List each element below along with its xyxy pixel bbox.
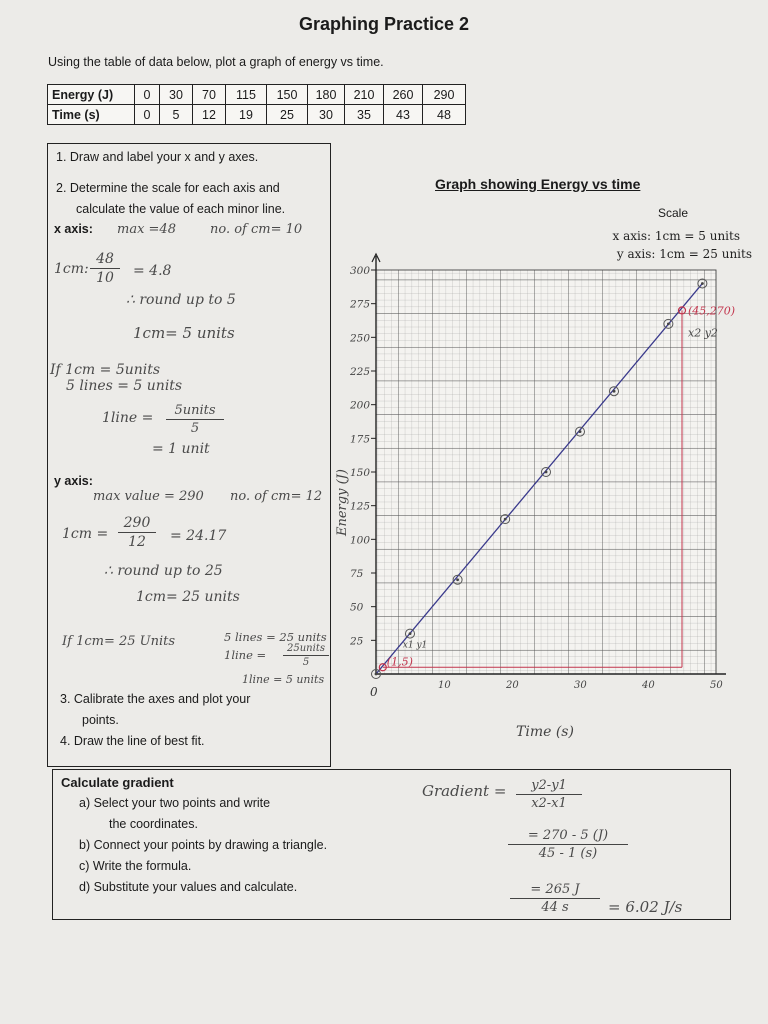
x-line-fraction [166,403,224,436]
energy-time-graph [330,246,768,746]
page-title: Graphing Practice 2 [298,14,470,34]
y-line-num: 25units [287,643,325,654]
y-tick-label: 100 [350,534,371,547]
y-tick-label: 250 [350,332,371,345]
y-tick-label: 75 [350,568,364,580]
y-5lines-note: 5 lines = 25 units [224,630,327,644]
scale-title: Scale [657,206,688,220]
y-tick-label: 300 [350,265,371,277]
y-max-note: max value = 290 [93,489,204,504]
gradient-label: Gradient = [422,782,507,800]
graph-title: Graph showing Energy vs time [435,176,641,192]
table-cell: 30 [160,85,193,105]
calc-title: Calculate gradient [61,775,174,790]
data-point-dot [579,430,582,433]
data-point-dot [701,282,704,285]
table-cell: 0 [135,85,160,105]
y-tick-label: 275 [350,298,371,311]
y-line-fraction [283,643,329,668]
x-1line-label: 1line = [102,410,154,426]
y-tick-label: 50 [350,601,364,614]
time-header: Time (s) [48,105,135,125]
x1y1-label: x1 y1 [402,640,428,651]
fraction-bar [166,419,224,420]
table-cell: 210 [345,85,384,105]
substitution-num: = 270 - 5 (J) [527,828,609,843]
instruction-text: Using the table of data below, plot a graph of energy vs time. [48,55,384,69]
x-tick-label: 20 [506,680,519,691]
y-1cm-label: 1cm = [62,526,109,542]
x-1cm-5-note: 1cm= 5 units [133,324,235,342]
formula-den: x2-x1 [531,796,567,811]
table-cell: 5 [160,105,193,125]
data-point-dot [504,518,507,521]
y-tick-label: 175 [350,433,371,446]
y-1line-label: 1line = [224,648,267,662]
energy-row [48,85,466,105]
calc-step-d: d) Substitute your values and calculate. [79,880,298,894]
table-cell: 115 [226,85,267,105]
table-cell: 0 [135,105,160,125]
scale-x: x axis: 1cm = 5 units [612,229,740,243]
data-point-dot [545,471,548,474]
fraction-bar [90,268,120,269]
calc-step-c: c) Write the formula. [79,859,192,873]
data-table [47,84,466,125]
table-cell: 25 [267,105,308,125]
data-point-dot [409,632,412,635]
step-1: 1. Draw and label your x and y axes. [56,150,259,164]
x-tick-label: 50 [710,680,723,691]
calc-step-b: b) Connect your points by drawing a triangle. [79,838,328,852]
table-cell: 150 [267,85,308,105]
result-den: 44 s [541,900,569,915]
x-axis-label: x axis: [54,222,93,236]
y-fraction-num: 290 [123,515,151,531]
fraction-bar [118,532,156,533]
y-tick-label: 150 [350,467,371,479]
fraction-bar [510,898,600,899]
x-tick-labels [438,680,723,691]
y-tick-labels [349,265,376,647]
y-tick-label: 25 [350,635,364,648]
x-tick-label: 30 [574,680,587,691]
table-cell: 290 [423,85,466,105]
y-tick-label: 125 [350,500,371,513]
y-1cm-25-note: 1cm= 25 units [136,589,240,605]
formula-num: y2-y1 [531,778,567,793]
x-tick-label: 10 [438,680,451,691]
table-cell: 43 [384,105,423,125]
data-point-dot [667,322,670,325]
result-fraction [510,882,600,915]
table-cell: 260 [384,85,423,105]
calc-step-a: a) Select your two points and write [79,796,271,810]
fraction-bar [508,844,628,845]
y-if-note: If 1cm= 25 Units [62,634,176,649]
table-cell: 19 [226,105,267,125]
x-round-note: ∴ round up to 5 [126,292,236,308]
y-line-den: 5 [302,657,310,668]
y-round-note: ∴ round up to 25 [104,563,223,579]
step-3-cont: points. [82,713,119,727]
y-result: = 24.17 [170,528,227,544]
y-fraction [118,515,156,550]
y-axis-title: Energy (J) [335,469,350,536]
step-4: 4. Draw the line of best fit. [60,734,205,748]
x-line-num: 5units [174,403,216,418]
y-fraction-den: 12 [128,534,146,550]
point2-label: (45,270) [688,304,736,318]
x2y2-label: x2 y2 [688,326,718,340]
energy-header: Energy (J) [48,85,135,105]
table-cell: 70 [193,85,226,105]
gradient-answer: = 6.02 J/s [608,898,683,916]
origin-label: 0 [370,685,378,699]
x-1unit-note: = 1 unit [152,441,210,457]
point1-label: (1,5) [386,655,413,669]
x-axis-title: Time (s) [516,724,574,740]
time-row [48,105,466,125]
x-fraction [90,251,120,286]
x-result: = 4.8 [133,263,172,279]
x-5lines-note: 5 lines = 5 units [66,378,183,394]
x-cm-note: no. of cm= 10 [210,222,303,237]
fraction-bar [283,655,329,656]
calc-step-a-cont: the coordinates. [109,817,198,831]
substitution-den: 45 - 1 (s) [538,846,598,861]
x-if-note: If 1cm = 5units [50,362,161,378]
table-cell: 180 [308,85,345,105]
formula-fraction [516,778,582,811]
data-point-dot [375,673,378,676]
x-fraction-den: 10 [96,270,114,286]
x-1cm-label: 1cm: [54,261,89,277]
y-tick-label: 225 [350,366,371,378]
x-line-den: 5 [190,421,200,436]
y-tick-label: 200 [350,399,371,412]
table-cell: 12 [193,105,226,125]
y-cm-note: no. of cm= 12 [230,489,323,504]
table-cell: 35 [345,105,384,125]
x-max-note: max =48 [117,222,176,237]
result-num: = 265 J [530,882,580,897]
step-2-cont: calculate the value of each minor line. [76,202,286,216]
step-2: 2. Determine the scale for each axis and [56,181,280,195]
y-1line-5-note: 1line = 5 units [242,673,325,686]
scale-y: y axis: 1cm = 25 units [616,247,752,261]
x-tick-label: 40 [642,680,655,691]
table-cell: 30 [308,105,345,125]
data-point-dot [456,578,459,581]
substitution-fraction [508,828,628,861]
fraction-bar [516,794,582,795]
y-axis-label: y axis: [54,474,93,488]
x-fraction-num: 48 [96,251,114,267]
data-point-dot [613,390,616,393]
table-cell: 48 [423,105,466,125]
step-3: 3. Calibrate the axes and plot your [60,692,251,706]
